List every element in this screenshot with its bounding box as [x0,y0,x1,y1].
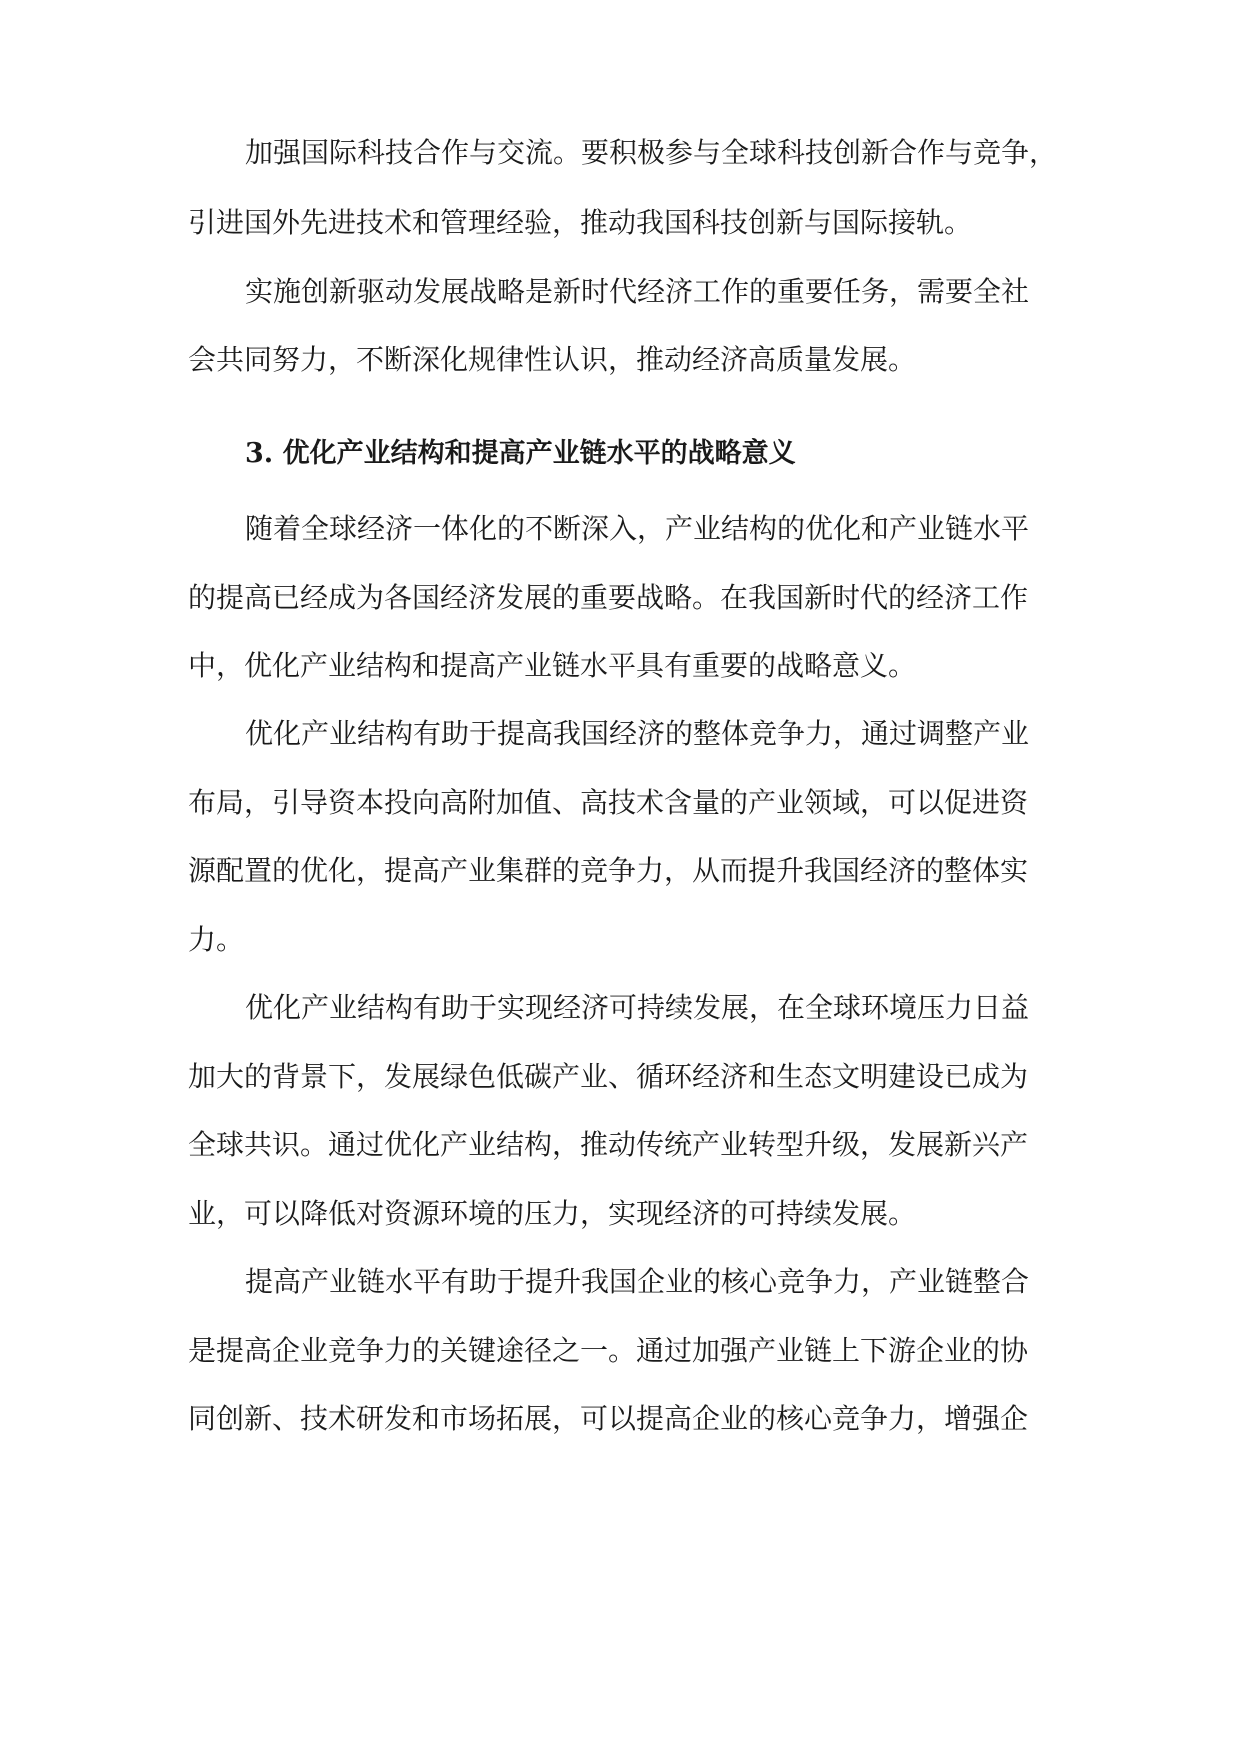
paragraph-line: 加强国际科技合作与交流。要积极参与全球科技创新合作与竞争， [245,136,1058,169]
paragraph-line: 布局，引导资本投向高附加值、高技术含量的产业领域，可以促进资 [188,786,1029,819]
paragraph-line: 实施创新驱动发展战略是新时代经济工作的重要任务，需要全社 [245,275,1030,308]
paragraph-line: 优化产业结构有助于实现经济可持续发展，在全球环境压力日益 [245,991,1030,1024]
paragraph-line: 优化产业结构有助于提高我国经济的整体竞争力，通过调整产业 [245,717,1030,750]
paragraph-line: 中，优化产业结构和提高产业链水平具有重要的战略意义。 [188,649,917,682]
paragraph-line: 随着全球经济一体化的不断深入，产业结构的优化和产业链水平 [245,512,1030,545]
paragraph-line: 业，可以降低对资源环境的压力，实现经济的可持续发展。 [188,1197,917,1230]
paragraph-line: 同创新、技术研发和市场拓展，可以提高企业的核心竞争力，增强企 [188,1402,1029,1435]
paragraph-line: 是提高企业竞争力的关键途径之一。通过加强产业链上下游企业的协 [188,1334,1029,1367]
paragraph-line: 的提高已经成为各国经济发展的重要战略。在我国新时代的经济工作 [188,581,1029,614]
paragraph-line: 加大的背景下，发展绿色低碳产业、循环经济和生态文明建设已成为 [188,1060,1029,1093]
paragraph-line: 提高产业链水平有助于提升我国企业的核心竞争力，产业链整合 [245,1265,1030,1298]
paragraph-line: 力。 [188,923,245,956]
paragraph-line: 源配置的优化，提高产业集群的竞争力，从而提升我国经济的整体实 [188,854,1029,887]
paragraph-line: 全球共识。通过优化产业结构，推动传统产业转型升级，发展新兴产 [188,1128,1029,1161]
section-heading: 3. 优化产业结构和提高产业链水平的战略意义 [245,438,796,469]
paragraph-line: 引进国外先进技术和管理经验，推动我国科技创新与国际接轨。 [188,206,973,239]
paragraph-line: 会共同努力，不断深化规律性认识，推动经济高质量发展。 [188,343,917,376]
